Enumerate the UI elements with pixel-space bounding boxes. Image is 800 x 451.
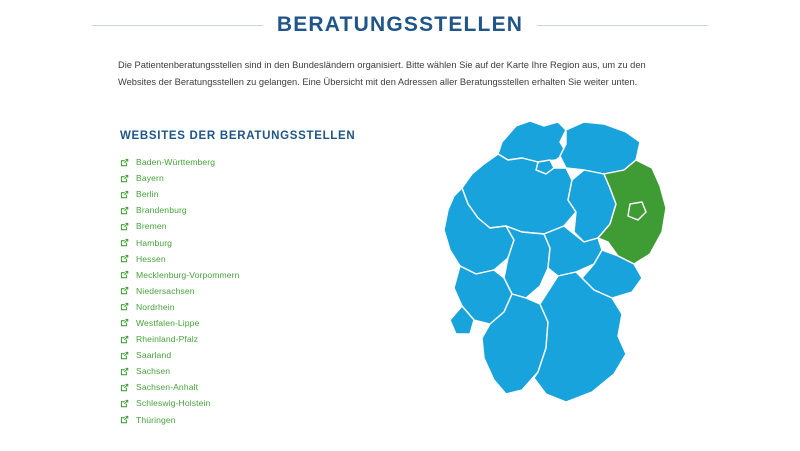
external-link-icon: [120, 270, 129, 279]
beratungsstelle-link-label: Mecklenburg-Vorpommern: [136, 269, 240, 280]
beratungsstelle-link[interactable]: [120, 347, 370, 363]
external-link-icon: [120, 367, 129, 376]
links-list: [120, 154, 370, 428]
beratungsstelle-link[interactable]: [120, 395, 370, 411]
beratungsstelle-link-label: Hessen: [136, 253, 166, 264]
links-panel-heading: WEBSITES DER BERATUNGSSTELLEN: [120, 130, 356, 142]
external-link-icon: [120, 222, 129, 231]
beratungsstelle-link-label: Niedersachsen: [136, 285, 195, 296]
page-title: BERATUNGSSTELLEN: [276, 13, 524, 36]
germany-map-svg[interactable]: [398, 108, 728, 448]
external-link-icon: [120, 383, 129, 392]
beratungsstelle-link-label: Berlin: [136, 189, 159, 200]
beratungsstelle-link[interactable]: [120, 251, 370, 267]
map-region-schleswig-holstein[interactable]: [498, 121, 566, 162]
germany-map[interactable]: [398, 108, 728, 448]
beratungsstelle-link-label: Saarland: [136, 350, 172, 361]
external-link-icon: [120, 254, 129, 263]
beratungsstelle-link-label: Bremen: [136, 221, 167, 232]
beratungsstelle-link-label: Schleswig-Holstein: [136, 398, 211, 409]
external-link-icon: [120, 351, 129, 360]
external-link-icon: [120, 238, 129, 247]
beratungsstelle-link[interactable]: [120, 154, 370, 170]
beratungsstelle-link[interactable]: [120, 379, 370, 395]
beratungsstelle-link[interactable]: [120, 218, 370, 234]
intro-paragraph: Die Patientenberatungsstellen sind in den Bundesländern organisiert. Bitte wählen Sie auf der Karte Ihre Region aus, um zu den Websites der Beratungsstellen zu gelangen. Eine Übersicht mit den Adressen aller Beratungsstellen erhalten Sie weiter unten.: [118, 60, 646, 87]
beratungsstelle-link-label: Brandenburg: [136, 205, 187, 216]
beratungsstelle-link[interactable]: [120, 170, 370, 186]
beratungsstelle-link[interactable]: [120, 186, 370, 202]
links-panel: [120, 130, 370, 428]
external-link-icon: [120, 174, 129, 183]
beratungsstelle-link-label: Sachsen: [136, 366, 171, 377]
external-link-icon: [120, 206, 129, 215]
beratungsstelle-link-label: Sachsen-Anhalt: [136, 382, 199, 393]
beratungsstelle-link[interactable]: [120, 331, 370, 347]
beratungsstelle-link[interactable]: [120, 267, 370, 283]
external-link-icon: [120, 158, 129, 167]
beratungsstelle-link-label: Westfalen-Lippe: [136, 317, 200, 328]
beratungsstelle-link-label: Bayern: [136, 173, 164, 184]
beratungsstelle-link[interactable]: [120, 412, 370, 428]
header-rule-left: [92, 25, 263, 26]
beratungsstelle-link-label: Thüringen: [136, 414, 176, 425]
external-link-icon: [120, 399, 129, 408]
external-link-icon: [120, 318, 129, 327]
external-link-icon: [120, 190, 129, 199]
beratungsstelle-link-label: Rheinland-Pfalz: [136, 334, 199, 345]
external-link-icon: [120, 302, 129, 311]
external-link-icon: [120, 415, 129, 424]
beratungsstelle-link[interactable]: [120, 315, 370, 331]
beratungsstelle-link-label: Hamburg: [136, 237, 173, 248]
beratungsstelle-link[interactable]: [120, 363, 370, 379]
beratungsstelle-link[interactable]: [120, 299, 370, 315]
beratungsstelle-link[interactable]: [120, 234, 370, 250]
external-link-icon: [120, 286, 129, 295]
beratungsstelle-link[interactable]: [120, 283, 370, 299]
beratungsstelle-link-label: Baden-Württemberg: [136, 157, 216, 168]
external-link-icon: [120, 335, 129, 344]
beratungsstelle-link-label: Nordrhein: [136, 301, 175, 312]
beratungsstelle-link[interactable]: [120, 202, 370, 218]
page-header: [0, 8, 800, 42]
header-rule-right: [537, 25, 708, 26]
